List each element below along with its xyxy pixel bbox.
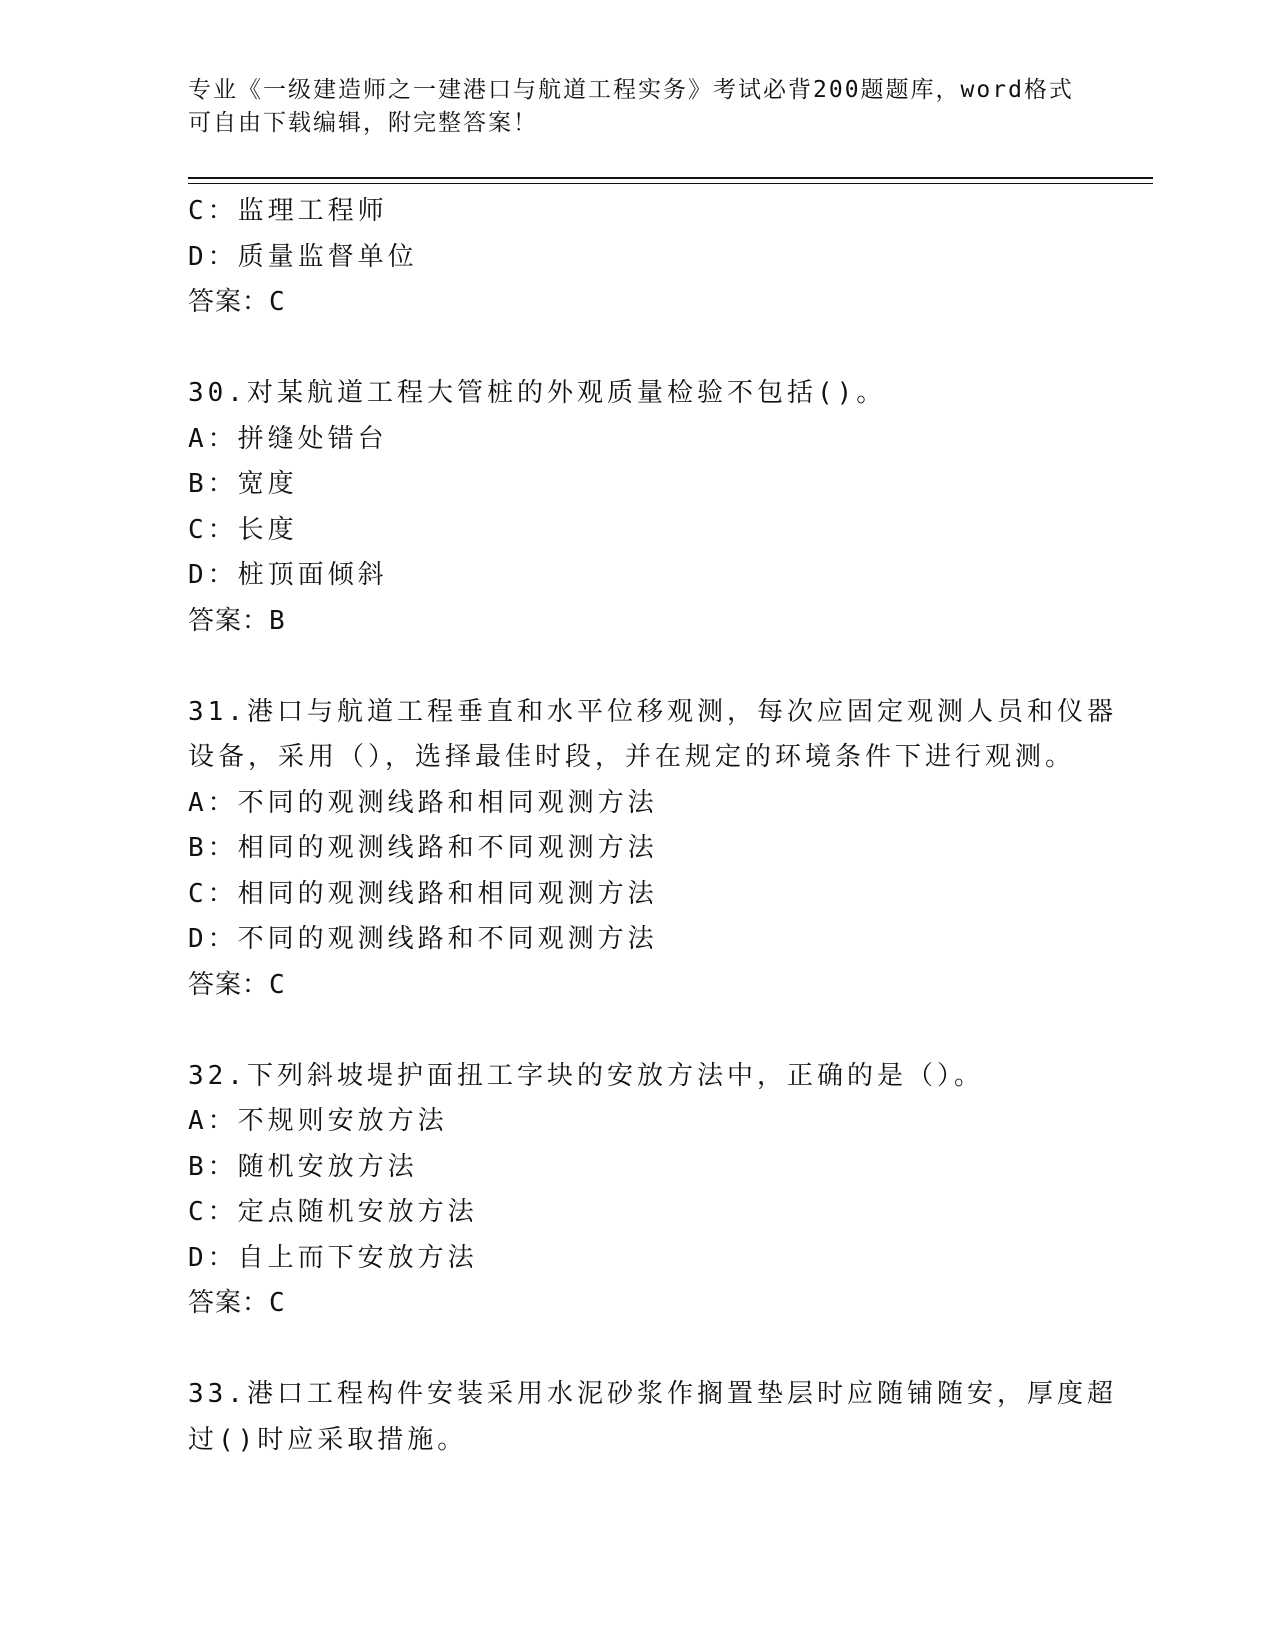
- answer: 答案：B: [188, 605, 286, 636]
- question-33: [188, 1372, 1117, 1463]
- option-b: B：随机安放方法: [188, 1151, 418, 1182]
- question-31: [188, 690, 1117, 1009]
- option-c: C：监理工程师: [188, 196, 388, 226]
- answer: 答案：C: [188, 287, 286, 317]
- option-d: D：不同的观测线路和不同观测方法: [188, 924, 658, 954]
- header-line-2: 可自由下载编辑，附完整答案！: [188, 110, 538, 136]
- header-divider-thick: [188, 177, 1153, 179]
- spacer: [188, 1008, 1088, 1054]
- option-b: B：宽度: [188, 469, 298, 499]
- option-a: A：不规则安放方法: [188, 1106, 448, 1136]
- option-d: D：质量监督单位: [188, 241, 418, 272]
- header-divider-thin: [188, 183, 1153, 184]
- question-29-tail: [188, 189, 1088, 326]
- document-header: [188, 74, 1088, 140]
- question-stem-line-2: 过()时应采取措施。: [188, 1424, 468, 1455]
- option-c: C：长度: [188, 514, 298, 545]
- question-stem: 32.下列斜坡堤护面扭工字块的安放方法中，正确的是（）。: [188, 1060, 984, 1091]
- question-list: [188, 189, 1117, 1463]
- option-a: A：拼缝处错台: [188, 423, 388, 454]
- question-stem: 30.对某航道工程大管桩的外观质量检验不包括()。: [188, 378, 887, 408]
- answer: 答案：C: [188, 969, 286, 1000]
- header-line-1: 专业《一级建造师之一建港口与航道工程实务》考试必背200题题库，word格式: [188, 77, 1074, 103]
- option-d: D：自上而下安放方法: [188, 1242, 478, 1273]
- option-d: D：桩顶面倾斜: [188, 560, 388, 590]
- spacer: [188, 644, 1088, 690]
- question-stem-line-1: 31.港口与航道工程垂直和水平位移观测，每次应固定观测人员和仪器: [188, 696, 1117, 727]
- option-c: C：相同的观测线路和相同观测方法: [188, 878, 658, 909]
- option-c: C：定点随机安放方法: [188, 1197, 478, 1227]
- question-stem-line-1: 33.港口工程构件安装采用水泥砂浆作搁置垫层时应随铺随安，厚度超: [188, 1379, 1117, 1409]
- question-32: [188, 1054, 1088, 1327]
- question-stem-line-2: 设备，采用（），选择最佳时段，并在规定的环境条件下进行观测。: [188, 742, 1076, 772]
- answer: 答案：C: [188, 1288, 286, 1318]
- question-30: [188, 371, 1088, 644]
- spacer: [188, 1327, 1088, 1373]
- option-b: B：相同的观测线路和不同观测方法: [188, 833, 658, 863]
- spacer: [188, 326, 1088, 372]
- option-a: A：不同的观测线路和相同观测方法: [188, 787, 658, 818]
